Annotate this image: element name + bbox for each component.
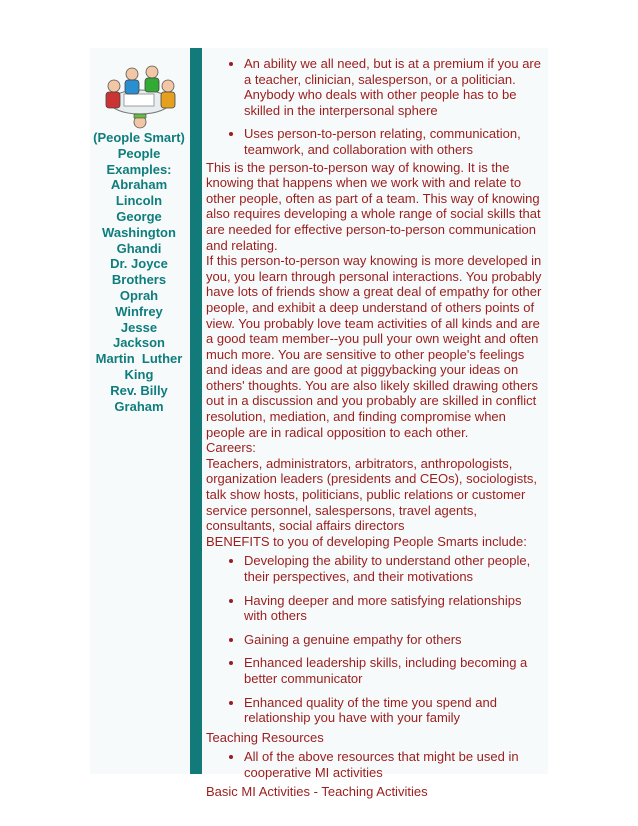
footer-link[interactable]: Basic MI Activities - Teaching Activities (206, 783, 428, 799)
sidebar-heading: (People Smart) (93, 130, 185, 145)
sidebar-line: Winfrey (115, 303, 163, 319)
main-content (206, 56, 548, 799)
list-item: • An ability we all need, but is at a premium if you are a teacher, clinician, salesperson, or a politician. Anybody who deals with other people has to be skilled in the interpersonal sphere (244, 56, 548, 118)
list-item: • Uses person-to-person relating, communication, teamwork, and collaboration with others (244, 126, 548, 157)
list-item: • Developing the ability to understand other people, their perspectives, and their motivations (244, 553, 548, 584)
benefits-list (206, 553, 548, 725)
sidebar-line: Lincoln (115, 193, 163, 209)
page (90, 48, 548, 799)
benefits-label: BENEFITS to you of developing People Smarts include: (206, 533, 527, 549)
sidebar-line: Jackson (112, 335, 166, 351)
examples-list (90, 130, 188, 414)
sidebar (90, 48, 188, 774)
careers-label: Careers: (206, 440, 256, 456)
sidebar-line: Jesse (120, 319, 158, 335)
sidebar-line: Washington (102, 224, 176, 240)
list-item: • Enhanced leadership skills, including becoming a better communicator (244, 655, 548, 686)
sidebar-line: Examples: (106, 161, 172, 177)
sidebar-line: Dr. Joyce (110, 256, 168, 272)
teaching-label: Teaching Resources (206, 729, 324, 745)
team-meeting-clipart (98, 56, 182, 130)
sidebar-line: Martin Luther (95, 351, 183, 367)
sidebar-line: Abraham (110, 177, 168, 193)
sidebar-line: Oprah (119, 287, 159, 303)
sidebar-line: Brothers (111, 272, 167, 288)
sidebar-line: Rev. Billy (110, 382, 168, 398)
paragraph: This is the person-to-person way of knowing. It is the knowing that happens when we work with and relate to other people, often as part of a team. This way of knowing also requires developing a whole range of social skills that are needed for effective person-to-person communication and relating. (206, 159, 541, 253)
list-item: • Gaining a genuine empathy for others (244, 632, 548, 648)
list-item: • All of the above resources that might be used in cooperative MI activities (244, 749, 548, 780)
list-item: • Having deeper and more satisfying relationships with others (244, 593, 548, 624)
sidebar-line: People (117, 145, 161, 161)
sidebar-line: Graham (114, 398, 164, 414)
sidebar-line: George (116, 208, 162, 224)
careers-text: Teachers, administrators, arbitrators, anthropologists, organization leaders (presidents and CEOs), sociologists, talk show hosts, politicians, public relations or customer service personnel, salespersons, travel agents, consultants, social affairs directors (206, 455, 537, 534)
teaching-list (206, 749, 548, 780)
sidebar-line: Ghandi (116, 240, 162, 256)
sidebar-line: King (124, 366, 154, 382)
accent-bar (190, 48, 202, 774)
list-item: • Enhanced quality of the time you spend and relationship you have with your family (244, 695, 548, 726)
paragraph: If this person-to-person way knowing is more developed in you, you learn through personal interactions. You probably have lots of friends show a great deal of empathy for other people, and exhibit a deep understand of others points of view. You probably love team activities of all kinds and are a good team member--you pull your own weight and often much more. You are sensitive to other people's feelings and ideas and are good at piggybacking your ideas on others' thoughts. You are also likely skilled drawing others out in a discussion and you probably are skilled in conflict resolution, mediation, and finding compromise when people are in radical opposition to each other. (206, 253, 542, 440)
intro-list (206, 56, 548, 158)
